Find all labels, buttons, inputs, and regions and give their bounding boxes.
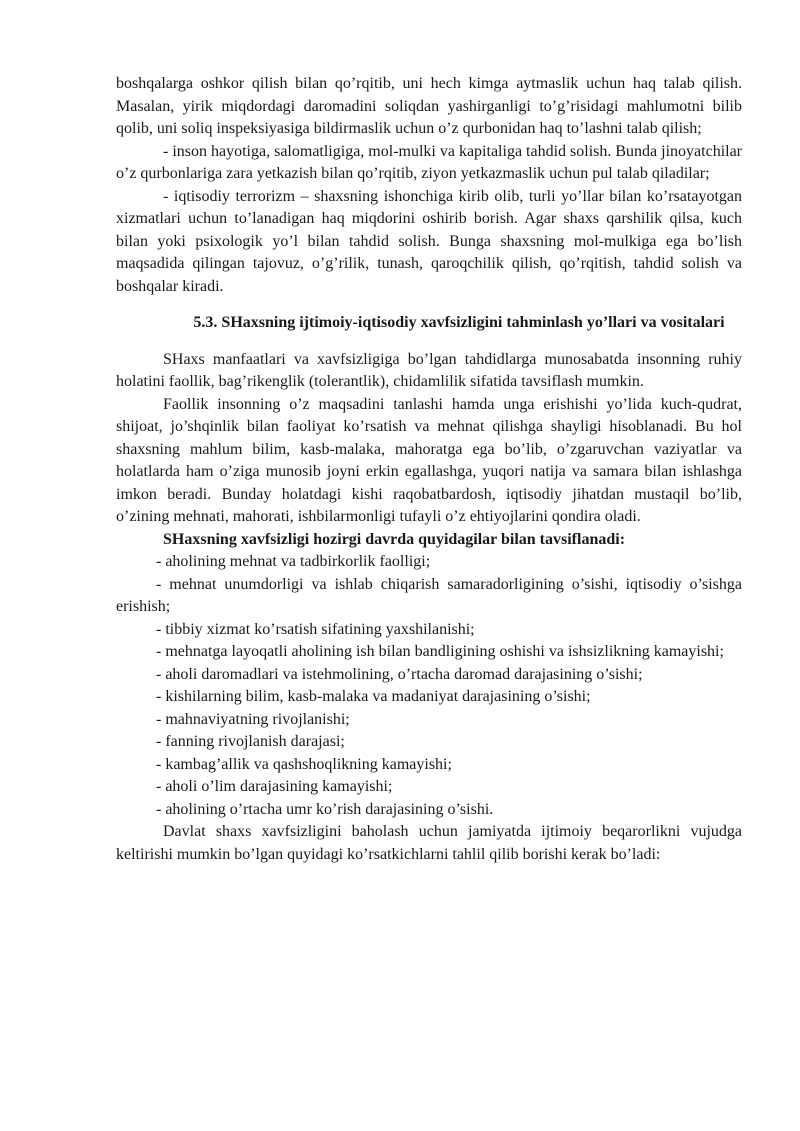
list-intro: SHaxsning xavfsizligi hozirgi davrda quyidagilar bilan tavsiflanadi: (163, 530, 626, 548)
list-item: - tibbiy xizmat ko’rsatish sifatining yaxshilanishi; (156, 620, 475, 638)
paragraph-continuation: boshqalarga oshkor qilish bilan qo’rqitib, uni hech kimga aytmaslik uchun haq talab qilish. Masalan, yirik miqdordagi daromadini soliqdan yashirganligi to’g’risidagi mahlumotni bilib qolib, uni soliq inspeksiyasiga bildirmaslik uchun o’z qurbonidan haq to’lashni talab qilish; (116, 75, 742, 137)
list-item: - aholi daromadlari va istehmolining, o’rtacha daromad darajasining o’sishi; (156, 665, 643, 683)
paragraph-closing: Davlat shaxs xavfsizligini baholash uchun jamiyatda ijtimoiy beqarorlikni vujudga keltirishi mumkin bo’lgan quyidagi ko’rsatkichlarni tahlil qilib borishi kerak bo’ladi: (116, 823, 742, 863)
list-item: - aholi o’lim darajasining kamayishi; (156, 778, 393, 795)
list-item: - kambag’allik va qashshoqlikning kamayishi; (156, 755, 452, 773)
paragraph-interests: SHaxs manfaatlari va xavfsizligiga bo’lgan tahdidlarga munosabatda insonning ruhiy holatini faollik, bag’rikenglik (tolerantlik), chidamlilik sifatida tavsiflash mumkin. (116, 350, 742, 390)
list-item: - mahnaviyatning rivojlanishi; (156, 710, 350, 728)
list-item: - aholining o’rtacha umr ko’rish darajasining o’sishi. (156, 800, 494, 818)
list-item: - mehnat unumdorligi va ishlab chiqarish samaradorligining o’sishi, iqtisodiy o’sishga erishish; (116, 575, 742, 615)
threat-item-life-health: - inson hayotiga, salomatligiga, mol-mulki va kapitaliga tahdid solish. Bunda jinoyatchilar o’z qurbonlariga zara yetkazish bilan qo’rqitib, ziyon yetkazmaslik uchun pul talab qiladilar; (116, 142, 743, 182)
threat-item-economic-terrorism: - iqtisodiy terrorizm – shaxsning ishonchiga kirib olib, turli yo’llar bilan ko’rsatayotgan xizmatlari uchun to’lanadigan haq miqdorini oshirib borish. Agar shaxs qarshilik qilsa, kuch bilan yoki psixologik yo’l bilan tahdid solish. Bunga shaxsning mol-mulkiga ega bo’lish maqsadida qilingan tajovuz, o’g’rilik, tunash, qaroqchilik qilish, qo’rqitish, tahdid solish va boshqalar kiradi. (116, 187, 742, 295)
list-item: - fanning rivojlanish darajasi; (156, 733, 345, 750)
list-item: - mehnatga layoqatli aholining ish bilan bandligining oshishi va ishsizlikning kamayishi; (156, 643, 724, 660)
list-item: - kishilarning bilim, kasb-malaka va madaniyat darajasining o’sishi; (156, 688, 591, 705)
paragraph-activity: Faollik insonning o’z maqsadini tanlashi hamda unga erishishi yo’lida kuch-qudrat, shijoat, jo’shqinlik bilan faoliyat ko’rsatish va mehnat qilishga shayligi hisoblanadi. Bu hol shaxsning mahlum bilim, kasb-malaka, mahoratga ega bo’lib, o’zgaruvchan vaziyatlar va holatlarda ham o’ziga munosib joyni erkin egallashga, yuqori natija va samara bilan ishlashga imkon beradi. Bunday holatdagi kishi raqobatbardosh, iqtisodiy jihatdan mustaqil bo’lib, o’zining mehnati, mahorati, ishbilarmonligi tufayli o’z ehtiyojlarini qondira oladi. (116, 395, 742, 525)
section-heading: 5.3. SHaxsning ijtimoiy-iqtisodiy xavfsizligini tahminlash yo’llari va vositalari (193, 314, 725, 331)
list-item: - aholining mehnat va tadbirkorlik faolligi; (156, 553, 431, 570)
document-page (116, 73, 742, 866)
